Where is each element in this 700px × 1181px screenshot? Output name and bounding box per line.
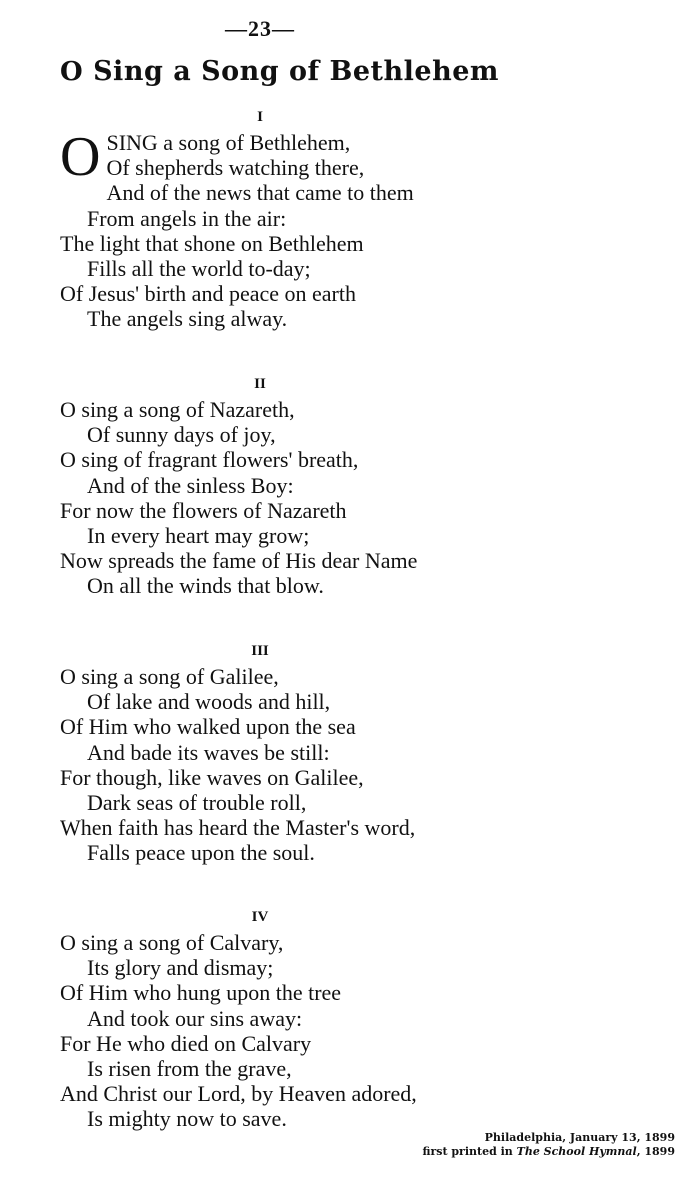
verse-line: For now the flowers of Nazareth <box>60 497 347 523</box>
stanza-3 <box>60 642 580 866</box>
verse-line: Of Him who hung upon the tree <box>60 980 342 1006</box>
verse-line: Of lake and woods and hill, <box>87 689 331 715</box>
verse-line: And Christ our Lord, by Heaven adored, <box>60 1081 417 1107</box>
verse-line: Fills all the world to-day; <box>87 255 311 281</box>
footer-printed-prefix: first printed in <box>422 1145 513 1158</box>
stanza-number: IV <box>251 909 269 925</box>
verse-line: Dark seas of trouble roll, <box>87 789 307 815</box>
footer-printed-year: , 1899 <box>636 1145 675 1158</box>
verse-line: On all the winds that blow. <box>87 573 324 599</box>
verse-line: O sing a song of Calvary, <box>60 930 284 955</box>
stanza-2 <box>60 375 580 599</box>
verse-line: Of Jesus' birth and peace on earth <box>60 281 356 307</box>
verse-line: Its glory and dismay; <box>87 955 274 981</box>
verse-line: For though, like waves on Galilee, <box>60 764 364 790</box>
verse-line: The light that shone on Bethlehem <box>60 230 364 256</box>
stanza-4 <box>60 908 580 1132</box>
verse-line: And of the sinless Boy: <box>87 472 294 498</box>
footer-attribution <box>422 1131 675 1159</box>
stanza-1 <box>60 108 580 332</box>
verse-line: And took our sins away: <box>87 1005 303 1031</box>
verse-line: In every heart may grow; <box>87 522 310 548</box>
stanza-number: I <box>257 109 263 125</box>
verse-line: Falls peace upon the soul. <box>87 840 315 866</box>
verse-line: And of the news that came to them <box>106 180 414 206</box>
verse-line: O sing a song of Galilee, <box>60 664 279 689</box>
verse-line: From angels in the air: <box>87 205 287 231</box>
verse-line: Of shepherds watching there, <box>106 155 365 181</box>
first-line-text: SING a song of Bethlehem, <box>106 130 351 155</box>
title-text: Sing a Song of Bethlehem <box>93 56 499 87</box>
verse-line: Now spreads the fame of His dear Name <box>60 548 418 574</box>
footer-place-date: Philadelphia, January 13, 1899 <box>484 1131 675 1144</box>
verse-line: And bade its waves be still: <box>87 739 330 765</box>
stanza-number: III <box>251 643 269 659</box>
footer-publication: The School Hymnal <box>516 1145 637 1158</box>
verse-line: Of Him who walked upon the sea <box>60 714 356 740</box>
drop-cap: O <box>60 126 101 188</box>
verse-line: Is risen from the grave, <box>87 1055 292 1081</box>
stanza-number: II <box>254 376 266 392</box>
verse-line: Of sunny days of joy, <box>87 422 276 448</box>
verse-line: O sing of fragrant flowers' breath, <box>60 447 359 473</box>
verse-line: When faith has heard the Master's word, <box>60 815 416 841</box>
verse-line <box>60 130 580 155</box>
page-number: —23— <box>225 16 295 41</box>
hymn-title <box>60 56 499 87</box>
stanza-opening <box>60 126 580 188</box>
verse-line: Is mighty now to save. <box>87 1106 287 1132</box>
title-ornament-initial: O <box>60 57 84 87</box>
verse-line: O sing a song of Nazareth, <box>60 397 295 422</box>
verse-line: For He who died on Calvary <box>60 1030 312 1056</box>
footer-first-printed <box>422 1145 675 1159</box>
verse-line: The angels sing alway. <box>87 306 288 332</box>
